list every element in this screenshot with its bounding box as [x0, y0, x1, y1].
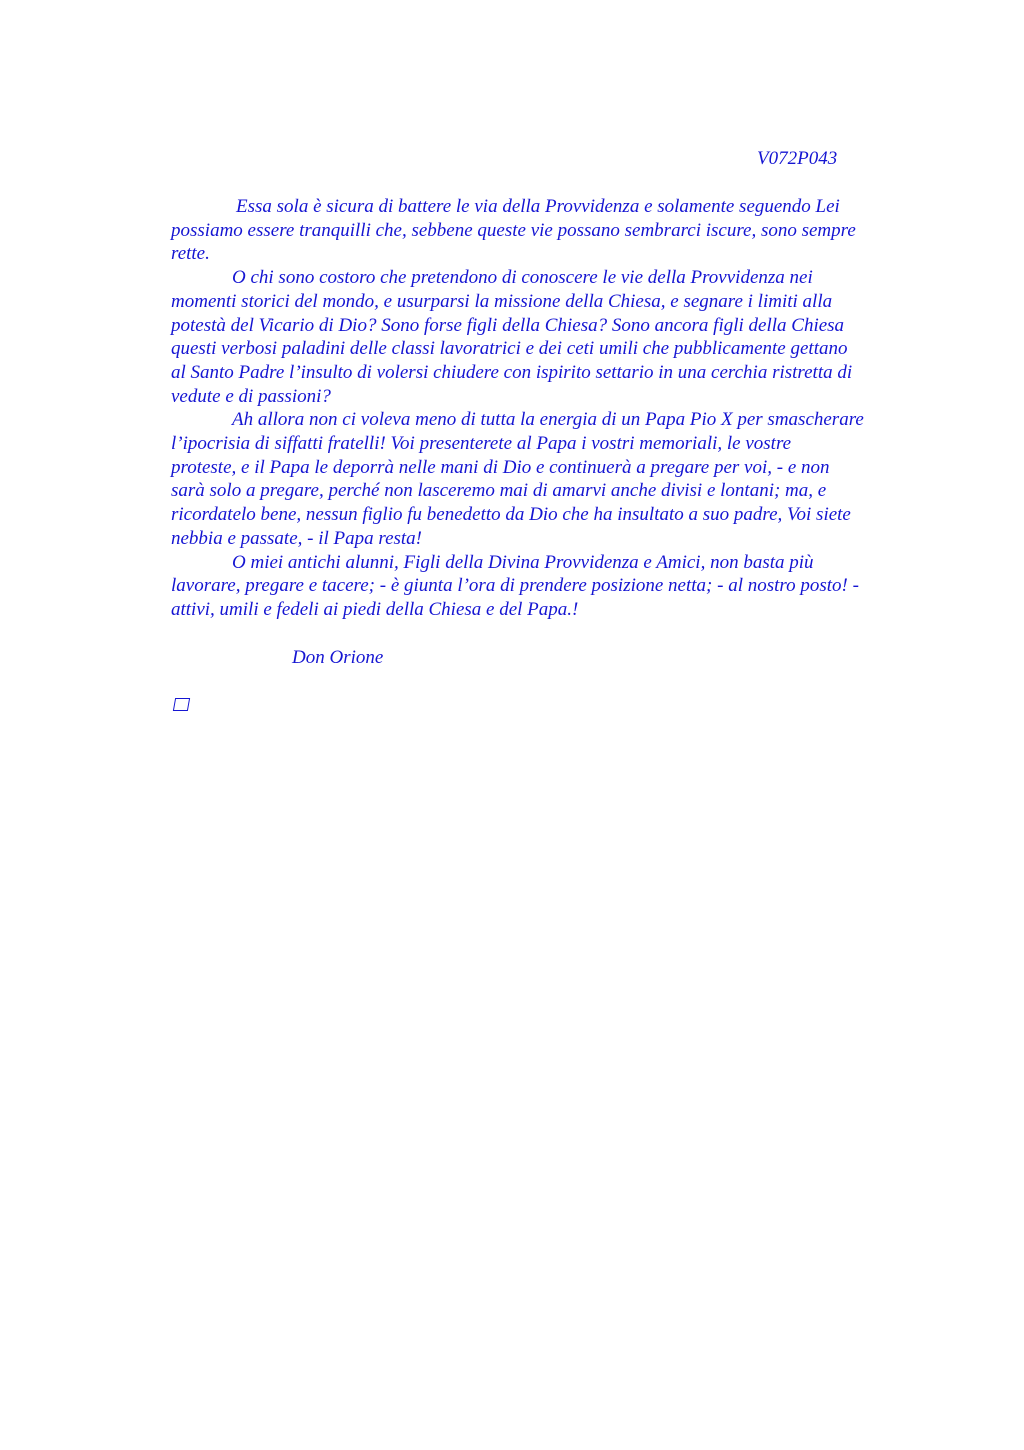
paragraph-line: O miei antichi alunni, Figli della Divina Provvidenza e Amici, non basta più — [232, 551, 814, 573]
letter-body — [171, 195, 931, 622]
paragraph-2 — [171, 266, 931, 408]
paragraph-line: questi verbosi paladini delle classi lavoratrici e dei ceti umili che pubblicamente gettano — [171, 338, 848, 360]
paragraph-line: potestà del Vicario di Dio? Sono forse figli della Chiesa? Sono ancora figli della Chiesa — [171, 314, 845, 336]
paragraph-line: ricordatelo bene, nessun figlio fu benedetto da Dio che ha insultato a suo padre, Voi siete — [171, 504, 851, 526]
paragraph-line: lavorare, pregare e tacere; - è giunta l’ora di prendere posizione netta; - al nostro posto! - — [171, 575, 859, 597]
paragraph-line: vedute e di passioni? — [171, 385, 331, 407]
paragraph-line: Essa sola è sicura di battere le via della Provvidenza e solamente seguendo Lei — [236, 196, 840, 217]
paragraph-line: momenti storici del mondo, e usurparsi la missione della Chiesa, e segnare i limiti alla — [171, 290, 833, 312]
paragraph-line: O chi sono costoro che pretendono di conoscere le vie della Provvidenza nei — [232, 267, 813, 289]
paragraph-line: proteste, e il Papa le deporrà nelle mani di Dio e continuerà a pregare per voi, - e non — [171, 456, 830, 478]
paragraph-line: nebbia e passate, - il Papa resta! — [171, 527, 423, 549]
paragraph-3 — [171, 408, 931, 550]
paragraph-line: Ah allora non ci voleva meno di tutta la energia di un Papa Pio X per smascherare — [232, 409, 864, 431]
hollow-square-icon — [173, 698, 190, 711]
reference-code: V072P043 — [757, 148, 838, 169]
paragraph-line: rette. — [171, 243, 210, 265]
signature: Don Orione — [292, 647, 384, 668]
paragraph-1 — [171, 195, 931, 266]
paragraph-line: sarà solo a pregare, perché non lasceremo mai di amarvi anche divisi e lontani; ma, e — [171, 480, 827, 502]
paragraph-line: l’ipocrisia di siffatti fratelli! Voi presenterete al Papa i vostri memoriali, le vostre — [171, 433, 792, 455]
paragraph-line: possiamo essere tranquilli che, sebbene queste vie possano sembrarci iscure, sono sempre — [171, 219, 856, 241]
paragraph-line: al Santo Padre l’insulto di volersi chiudere con ispirito settario in una cerchia ristretta di — [171, 361, 853, 383]
paragraph-line: attivi, umili e fedeli ai piedi della Chiesa e del Papa.! — [171, 598, 579, 620]
paragraph-4 — [171, 551, 931, 622]
